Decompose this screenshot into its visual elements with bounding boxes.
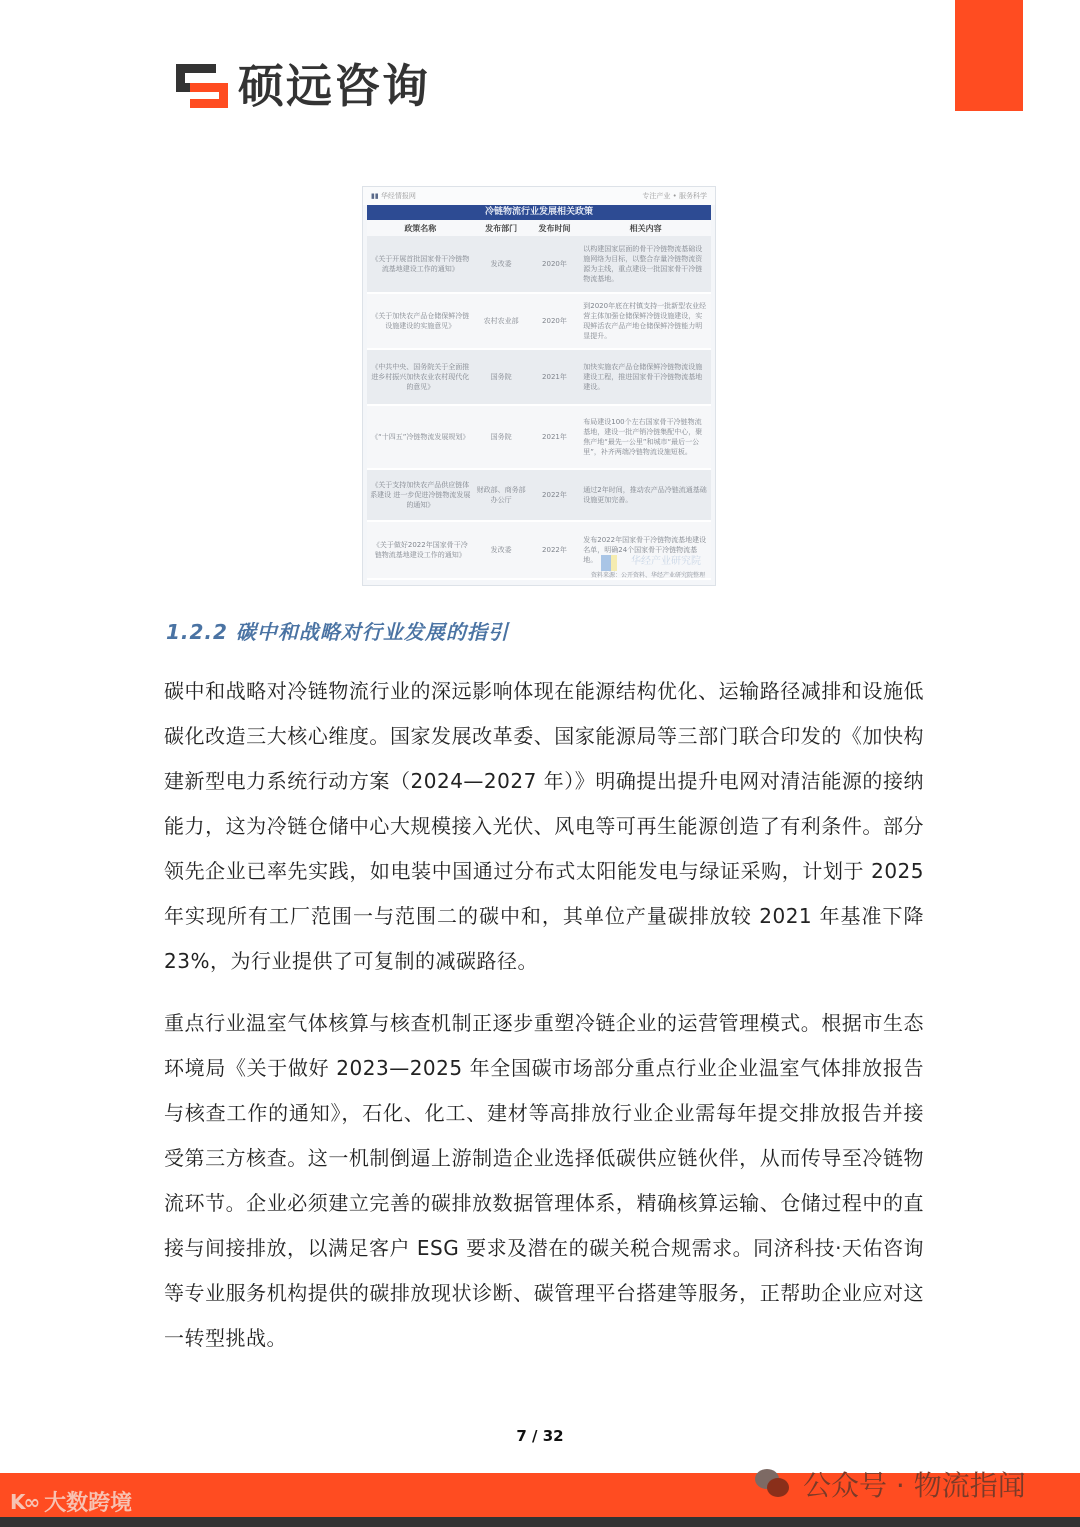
table-row	[367, 405, 711, 469]
policy-dept: 发改委	[474, 236, 529, 293]
policy-year: 2022年	[529, 521, 581, 579]
table-row	[367, 236, 711, 293]
table-watermark: 华经产业研究院	[631, 556, 701, 567]
k100-icon: K∞	[10, 1489, 39, 1514]
footer-dark-strip	[0, 1517, 1080, 1527]
policy-year: 2022年	[529, 469, 581, 521]
policy-dept: 农村农业部	[474, 293, 529, 349]
policy-content: 布局建设100个左右国家骨干冷链物流基地，建设一批产销冷链集配中心，聚焦产地“最先一公里”和城市“最后一公里”，补齐两端冷链物流设施短板。	[580, 405, 711, 469]
policy-name: 《中共中央、国务院关于全面推进乡村振兴加快农业农村现代化的意见》	[367, 349, 474, 405]
footer-wechat-attribution	[755, 1464, 1026, 1504]
body-paragraph: 重点行业温室气体核算与核查机制正逐步重塑冷链企业的运营管理模式。根据市生态环境局《关于做好 2023—2025 年全国碳市场部分重点行业企业温室气体排放报告与核查工作的通知》，石化、化工、建材等高排放行业企业需每年提交排放报告并接受第三方核查。这一机制倒逼上游制造企业选择低碳供应链伙伴，从而传导至冷链物流环节。企业必须建立完善的碳排放数据管理体系，精确核算运输、仓储过程中的直接与间接排放，以满足客户 ESG 要求及潜在的碳关税合规需求。同济科技·天佑咨询等专业服务机构提供的碳排放现状诊断、碳管理平台搭建等服务，正帮助企业应对这一转型挑战。	[164, 1011, 924, 1350]
policy-table	[367, 220, 711, 580]
policy-year: 2020年	[529, 236, 581, 293]
policy-content: 通过2年时间，推动农产品冷链流通基础设施更加完善。	[580, 469, 711, 521]
watermark-logo-accent	[611, 555, 617, 571]
footer-brand-text: 大数跨境	[44, 1491, 133, 1516]
section-heading: 1.2.2 碳中和战略对行业发展的指引	[166, 620, 509, 644]
wechat-icon	[755, 1469, 791, 1499]
policy-table-image	[362, 186, 716, 586]
table-source-right: 专注产业 • 服务科学	[642, 192, 707, 200]
corner-accent-bar	[955, 0, 1023, 111]
policy-name: 《关于加快农产品仓储保鲜冷链设施建设的实施意见》	[367, 293, 474, 349]
policy-dept: 财政部、商务部办公厅	[474, 469, 529, 521]
policy-name: 《关于支持加快农产品供应链体系建设 进一步促进冷链物流发展的通知》	[367, 469, 474, 521]
page-number: 7 / 32	[516, 1427, 564, 1445]
policy-content: 以构建国家层面的骨干冷链物流基础设施网络为目标，以整合存量冷链物流资源为主线，重点建设一批国家骨干冷链物流基地。	[580, 236, 711, 293]
table-row	[367, 349, 711, 405]
policy-name: 《关于开展首批国家骨干冷链物流基地建设工作的通知》	[367, 236, 474, 293]
logo-text: 硕远咨询	[238, 59, 430, 113]
footer-brand-left	[10, 1486, 132, 1517]
column-header: 相关内容	[580, 220, 711, 236]
body-paragraph: 碳中和战略对冷链物流行业的深远影响体现在能源结构优化、运输路径减排和设施低碳化改造三大核心维度。国家发展改革委、国家能源局等三部门联合印发的《加快构建新型电力系统行动方案（2024—2027 年）》明确提出提升电网对清洁能源的接纳能力，这为冷链仓储中心大规模接入光伏、风电等可再生能源创造了有利条件。部分领先企业已率先实践，如电装中国通过分布式太阳能发电与绿证采购，计划于 2025 年实现所有工厂范围一与范围二的碳中和，其单位产量碳排放较 2021 年基准下降 23%，为行业提供了可复制的减碳路径。	[164, 679, 924, 973]
policy-year: 2020年	[529, 293, 581, 349]
table-source-bar	[363, 187, 715, 205]
policy-dept: 国务院	[474, 349, 529, 405]
policy-name: 《“十四五”冷链物流发展规划》	[367, 405, 474, 469]
table-footnote: 资料来源：公开资料、华经产业研究院整理	[590, 572, 705, 579]
table-title: 冷链物流行业发展相关政策	[367, 205, 711, 220]
policy-content: 加快实施农产品仓储保鲜冷链物流设施建设工程，推进国家骨干冷链物流基地建设。	[580, 349, 711, 405]
policy-dept: 发改委	[474, 521, 529, 579]
policy-content: 发布2022年国家骨干冷链物流基地建设名单，明确24个国家骨干冷链物流基地。	[580, 521, 711, 579]
table-source-left: ▮▮ 华经情报网	[371, 191, 416, 201]
table-row	[367, 293, 711, 349]
policy-year: 2021年	[529, 349, 581, 405]
column-header: 发布部门	[474, 220, 529, 236]
wechat-account-text: 公众号 · 物流指闻	[803, 1469, 1026, 1502]
logo-mark-icon	[176, 64, 228, 108]
policy-content: 到2020年底在村镇支持一批新型农业经营主体加强仓储保鲜冷链设施建设，实现鲜活农产品产地仓储保鲜冷链能力明显提升。	[580, 293, 711, 349]
company-logo	[176, 59, 430, 113]
table-header-row	[367, 220, 711, 236]
policy-dept: 国务院	[474, 405, 529, 469]
column-header: 政策名称	[367, 220, 474, 236]
policy-name: 《关于做好2022年国家骨干冷链物流基地建设工作的通知》	[367, 521, 474, 579]
policy-year: 2021年	[529, 405, 581, 469]
column-header: 发布时间	[529, 220, 581, 236]
table-row	[367, 469, 711, 521]
watermark-logo-icon	[601, 555, 611, 571]
